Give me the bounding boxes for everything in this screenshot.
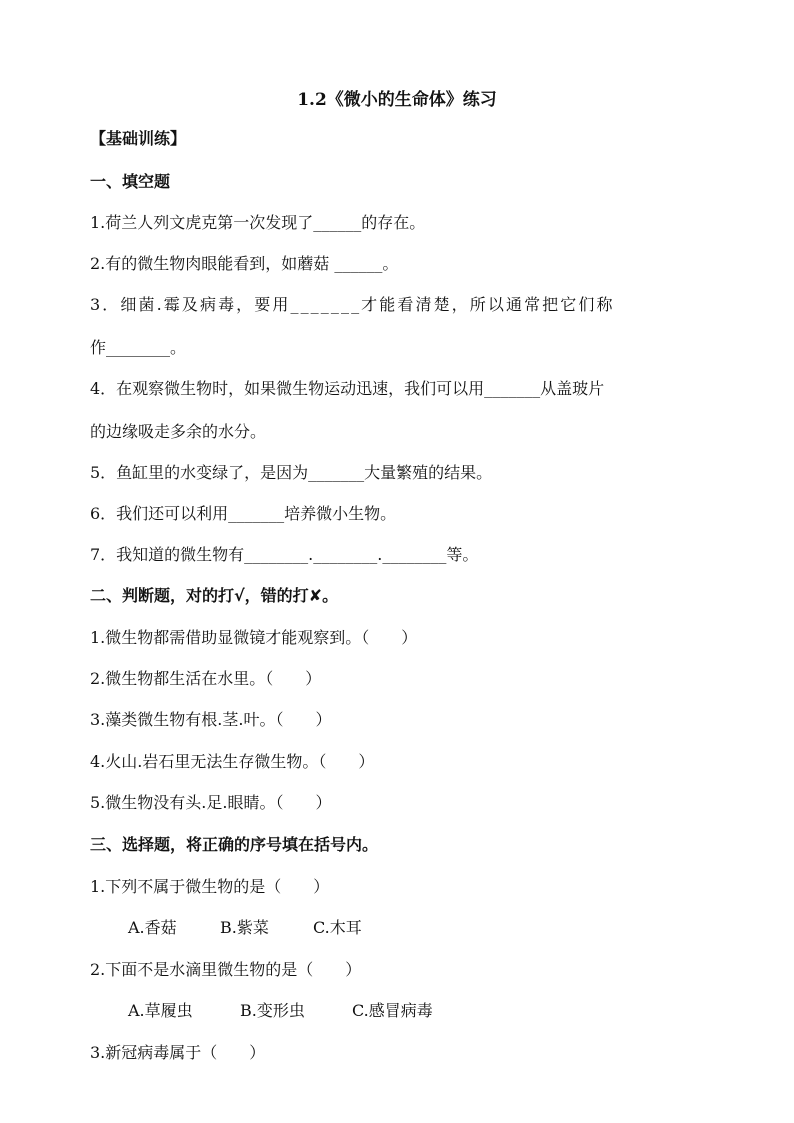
part1-heading: 一、填空题	[90, 172, 171, 191]
section-basic-training: 【基础训练】	[90, 129, 187, 148]
part2-heading: 二、判断题，对的打√，错的打✘。	[90, 586, 339, 605]
choice-2-option-b: B.变形虫	[240, 1001, 305, 1020]
judge-question-1: 1.微生物都需借助显微镜才能观察到。（ ）	[90, 628, 418, 647]
choice-1-option-c: C.木耳	[313, 918, 362, 937]
fill-question-7: 7．我知道的微生物有________.________.________等。	[90, 545, 479, 564]
judge-question-5: 5.微生物没有头.足.眼睛。（ ）	[90, 793, 332, 812]
choice-1-option-a: A.香菇	[128, 918, 177, 937]
fill-question-4: 4．在观察微生物时，如果微生物运动迅速，我们可以用_______从盖玻片	[90, 379, 605, 398]
choice-question-2: 2.下面不是水滴里微生物的是（ ）	[90, 960, 362, 979]
fill-question-6: 6．我们还可以利用_______培养微小生物。	[90, 504, 397, 523]
judge-question-4: 4.火山.岩石里无法生存微生物。（ ）	[90, 752, 375, 771]
fill-question-5: 5．鱼缸里的水变绿了，是因为_______大量繁殖的结果。	[90, 463, 493, 482]
judge-question-3: 3.藻类微生物有根.茎.叶。（ ）	[90, 710, 332, 729]
choice-question-3: 3.新冠病毒属于（ ）	[90, 1043, 266, 1062]
part3-heading: 三、选择题，将正确的序号填在括号内。	[90, 835, 379, 854]
fill-question-1: 1.荷兰人列文虎克第一次发现了______的存在。	[90, 213, 426, 232]
fill-question-3-cont: 作________。	[90, 338, 187, 357]
choice-2-option-c: C.感冒病毒	[352, 1001, 433, 1020]
fill-question-3: 3．细菌.霉及病毒，要用_______才能看清楚，所以通常把它们称	[90, 295, 615, 314]
fill-question-2: 2.有的微生物肉眼能看到，如蘑菇 ______。	[90, 254, 399, 273]
page-title: 1.2《微小的生命体》练习	[297, 90, 497, 110]
choice-1-option-b: B.紫菜	[220, 918, 269, 937]
choice-question-1: 1.下列不属于微生物的是（ ）	[90, 877, 330, 896]
fill-question-4-cont: 的边缘吸走多余的水分。	[90, 422, 267, 441]
choice-2-option-a: A.草履虫	[128, 1001, 193, 1020]
judge-question-2: 2.微生物都生活在水里。（ ）	[90, 669, 322, 688]
